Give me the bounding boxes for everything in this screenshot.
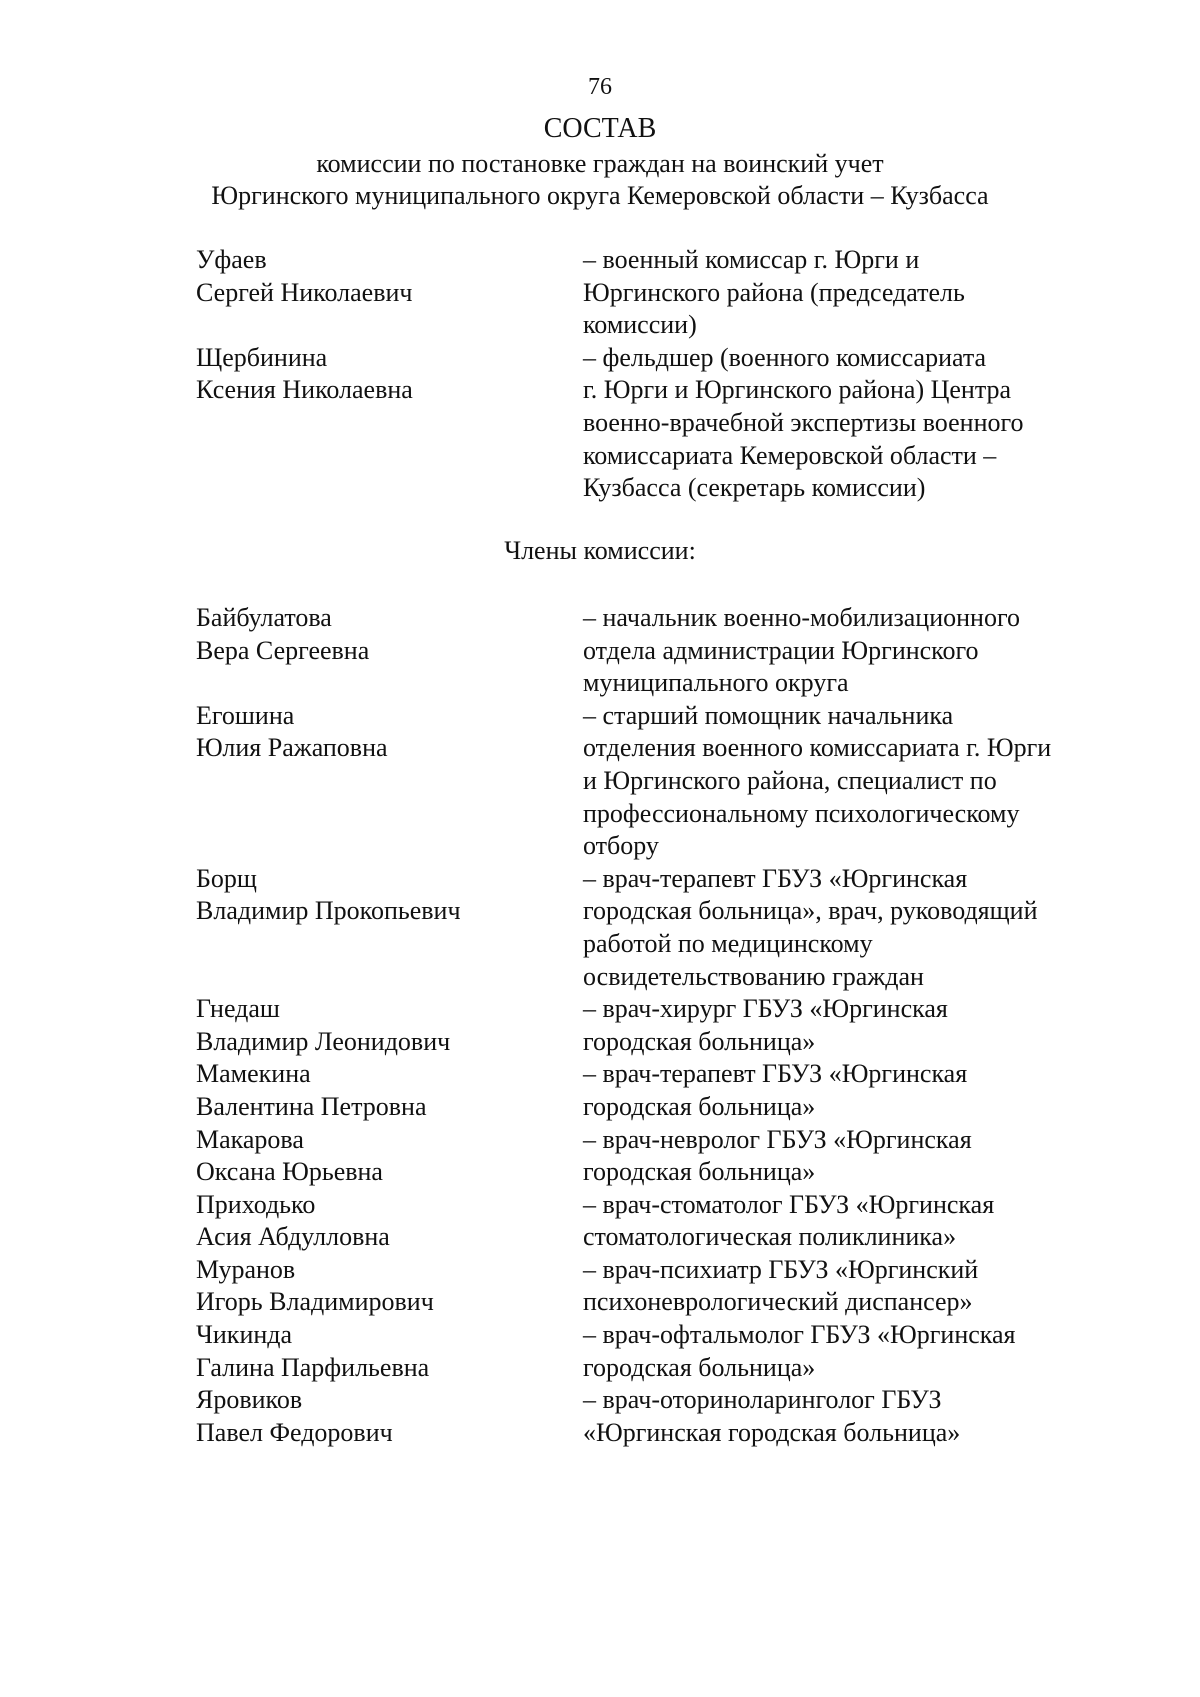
document-subtitle-line-2: Юргинского муниципального округа Кемеровской области – Кузбасса bbox=[211, 181, 989, 210]
page-number: 76 bbox=[588, 74, 612, 100]
person-name bbox=[196, 1189, 583, 1254]
person-role bbox=[583, 1189, 1103, 1254]
person-role bbox=[583, 602, 1103, 700]
person-surname: Щербинина bbox=[196, 342, 328, 372]
role-line: комиссариата Кемеровской области – bbox=[583, 440, 997, 470]
person-given-name: Павел Федорович bbox=[196, 1417, 393, 1447]
role-line: Юргинского района (председатель bbox=[583, 277, 965, 307]
person-name bbox=[196, 602, 583, 700]
person-role bbox=[583, 863, 1103, 993]
role-line: – врач-стоматолог ГБУЗ «Юргинская bbox=[583, 1189, 995, 1219]
person-surname: Макарова bbox=[196, 1124, 304, 1154]
person-role bbox=[583, 1124, 1103, 1189]
role-line: – врач-оториноларинголог ГБУЗ bbox=[583, 1385, 942, 1415]
commission-entry bbox=[196, 602, 1116, 700]
person-name bbox=[196, 244, 583, 342]
role-line: психоневрологический диспансер» bbox=[583, 1287, 973, 1317]
person-surname: Приходько bbox=[196, 1189, 316, 1219]
person-name bbox=[196, 700, 583, 863]
role-line: отделения военного комиссариата г. Юрги bbox=[583, 733, 1052, 763]
person-role bbox=[583, 700, 1103, 863]
role-line: – военный комиссар г. Юрги и bbox=[583, 245, 920, 274]
commission-entry bbox=[196, 863, 1116, 993]
role-line: – начальник военно-мобилизационного bbox=[583, 603, 1020, 632]
document-subtitle-line-1: комиссии по постановке граждан на воинский учет bbox=[316, 149, 884, 178]
commission-members-list bbox=[196, 602, 1116, 1449]
role-line: профессиональному психологическому bbox=[583, 798, 1020, 828]
person-name bbox=[196, 863, 583, 993]
person-role bbox=[583, 244, 1103, 342]
role-line: г. Юрги и Юргинского района) Центра bbox=[583, 375, 1012, 405]
role-line: и Юргинского района, специалист по bbox=[583, 765, 997, 795]
person-role bbox=[583, 1058, 1103, 1123]
person-name bbox=[196, 1254, 583, 1319]
role-line: городская больница» bbox=[583, 1026, 816, 1056]
person-given-name: Игорь Владимирович bbox=[196, 1287, 434, 1317]
role-line: городская больница» bbox=[583, 1091, 816, 1121]
role-line: – врач-психиатр ГБУЗ «Юргинский bbox=[583, 1254, 979, 1284]
person-given-name: Асия Абдулловна bbox=[196, 1222, 390, 1252]
person-given-name: Владимир Леонидович bbox=[196, 1026, 451, 1056]
commission-entry bbox=[196, 342, 1116, 505]
role-line: – врач-офтальмолог ГБУЗ «Юргинская bbox=[583, 1320, 1016, 1350]
person-surname: Уфаев bbox=[196, 245, 267, 274]
commission-entry bbox=[196, 1124, 1116, 1189]
person-given-name: Ксения Николаевна bbox=[196, 375, 413, 405]
person-surname: Байбулатова bbox=[196, 603, 332, 632]
person-surname: Гнедаш bbox=[196, 994, 280, 1024]
role-line: освидетельствованию граждан bbox=[583, 961, 924, 991]
role-line: – старший помощник начальника bbox=[583, 700, 954, 730]
role-line: городская больница» bbox=[583, 1352, 816, 1382]
role-line: работой по медицинскому bbox=[583, 928, 873, 958]
person-given-name: Валентина Петровна bbox=[196, 1091, 427, 1121]
document-title: СОСТАВ bbox=[543, 113, 657, 144]
person-surname: Борщ bbox=[196, 863, 257, 893]
commission-entry bbox=[196, 993, 1116, 1058]
commission-entry bbox=[196, 1384, 1116, 1449]
commission-entry bbox=[196, 1319, 1116, 1384]
person-role bbox=[583, 1254, 1103, 1319]
person-name bbox=[196, 1058, 583, 1123]
person-name bbox=[196, 993, 583, 1058]
role-line: «Юргинская городская больница» bbox=[583, 1417, 961, 1447]
members-heading: Члены комиссии: bbox=[504, 536, 696, 565]
role-line: – врач-невролог ГБУЗ «Юргинская bbox=[583, 1124, 972, 1154]
person-given-name: Юлия Ражаповна bbox=[196, 733, 388, 763]
person-given-name: Галина Парфильевна bbox=[196, 1352, 430, 1382]
person-name bbox=[196, 1319, 583, 1384]
role-line: стоматологическая поликлиника» bbox=[583, 1222, 957, 1252]
commission-entry bbox=[196, 700, 1116, 863]
role-line: – фельдшер (военного комиссариата bbox=[583, 342, 987, 372]
person-surname: Мамекина bbox=[196, 1059, 311, 1089]
person-surname: Муранов bbox=[196, 1254, 296, 1284]
person-given-name: Сергей Николаевич bbox=[196, 277, 413, 307]
role-line: – врач-хирург ГБУЗ «Юргинская bbox=[583, 994, 948, 1024]
person-role bbox=[583, 342, 1103, 505]
role-line: Кузбасса (секретарь комиссии) bbox=[583, 473, 926, 503]
person-name bbox=[196, 342, 583, 505]
person-surname: Чикинда bbox=[196, 1320, 293, 1350]
person-surname: Яровиков bbox=[196, 1385, 303, 1415]
commission-leadership-list bbox=[196, 244, 1116, 505]
person-role bbox=[583, 1319, 1103, 1384]
role-line: военно-врачебной экспертизы военного bbox=[583, 407, 1024, 437]
person-name bbox=[196, 1124, 583, 1189]
person-role bbox=[583, 1384, 1103, 1449]
role-line: отбору bbox=[583, 831, 659, 861]
commission-entry bbox=[196, 1254, 1116, 1319]
role-line: муниципального округа bbox=[583, 668, 849, 698]
role-line: городская больница», врач, руководящий bbox=[583, 896, 1038, 926]
role-line: – врач-терапевт ГБУЗ «Юргинская bbox=[583, 863, 968, 893]
role-line: отдела администрации Юргинского bbox=[583, 635, 979, 665]
person-given-name: Вера Сергеевна bbox=[196, 635, 370, 665]
role-line: комиссии) bbox=[583, 310, 697, 340]
commission-entry bbox=[196, 244, 1116, 342]
role-line: городская больница» bbox=[583, 1157, 816, 1187]
commission-entry bbox=[196, 1189, 1116, 1254]
role-line: – врач-терапевт ГБУЗ «Юргинская bbox=[583, 1059, 968, 1089]
person-given-name: Оксана Юрьевна bbox=[196, 1157, 383, 1187]
person-name bbox=[196, 1384, 583, 1449]
person-role bbox=[583, 993, 1103, 1058]
person-surname: Егошина bbox=[196, 700, 295, 730]
commission-entry bbox=[196, 1058, 1116, 1123]
person-given-name: Владимир Прокопьевич bbox=[196, 896, 461, 926]
